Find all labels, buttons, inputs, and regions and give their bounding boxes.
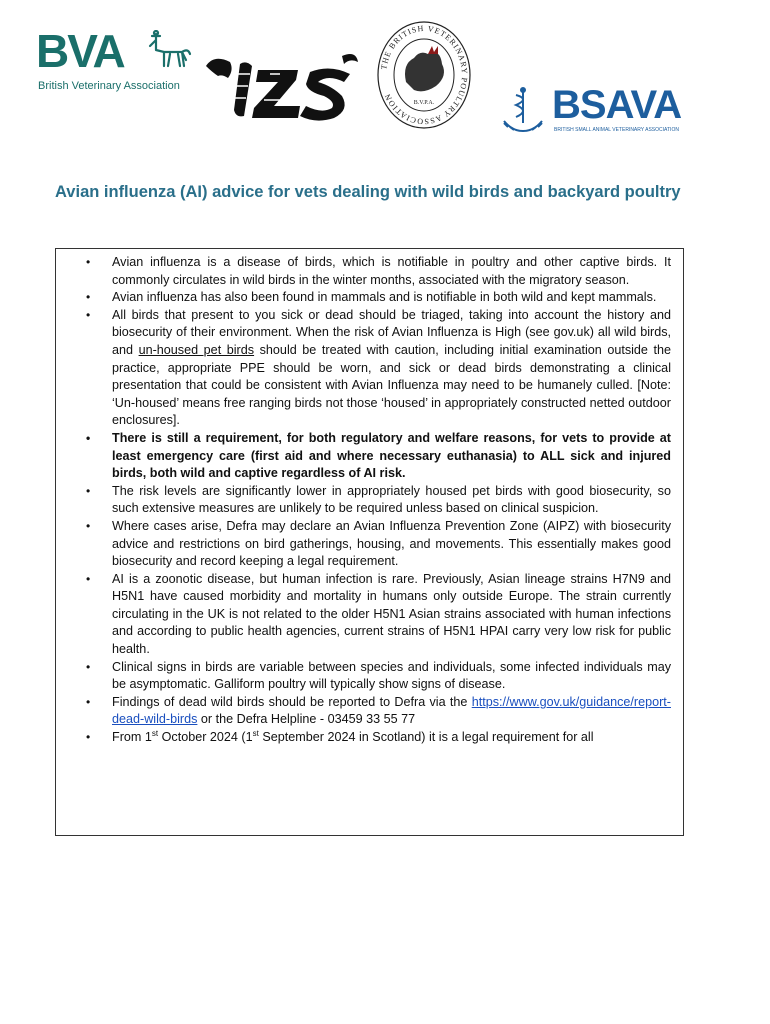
advice-list <box>56 249 683 747</box>
bva-logo-subtitle: British Veterinary Association <box>38 80 180 92</box>
item-text: October 2024 (1 <box>158 730 253 745</box>
list-item: • AI is a zoonotic disease, but human infection is rare. Previously, Asian lineage strains H7N9 and H5N1 have caused morbidity and mortality in humans only outside Europe. The strain currently circulating in the UK is not related to the older H5N1 Asian strains associated with human infections and according to public health agencies, current strains of H5N1 HPAI carry very low risk for public health. <box>56 571 671 659</box>
advice-box <box>55 248 684 836</box>
list-item: • Where cases arise, Defra may declare an Avian Influenza Prevention Zone (AIPZ) with biosecurity advice and restrictions on bird gatherings, housing, and movements. This essentially makes good biosecurity and record keeping a legal requirement. <box>56 518 671 571</box>
unhoused-pet-birds-underline: un-housed pet birds <box>138 342 255 357</box>
bva-logo <box>36 25 191 98</box>
bsava-logo-subtitle: BRITISH SMALL ANIMAL VETERINARY ASSOCIATION <box>554 127 679 133</box>
list-item: • The risk levels are significantly lower in appropriately housed pet birds with good biosecurity, so such extensive measures are unlikely to be required unless based on clinical suspicion. <box>56 483 671 518</box>
list-item: • Avian influenza is a disease of birds, which is notifiable in poultry and other captive birds. It commonly circulates in wild birds in the winter months, associated with the migratory season. <box>56 254 671 289</box>
item-text: Findings of dead wild birds should be reported to Defra via the <box>112 694 472 709</box>
list-item-emphasis: • There is still a requirement, for both regulatory and welfare reasons, for vets to provide at least emergency care (first aid and where necessary euthanasia) to ALL sick and injured birds, both wild and captive regardless of AI risk. <box>56 430 671 483</box>
report-dead-wild-birds-link[interactable]: https://www.gov.uk/guidance/report-dead-wild-birds <box>112 694 671 727</box>
item-text: All birds that present to you sick or dead should be triaged, taking into account the history and biosecurity of their environment. When the risk of Avian Influenza is High (see gov.uk) all wild birds, and <box>112 307 671 357</box>
list-item <box>56 307 671 430</box>
item-text: September 2024 in Scotland) it is a legal requirement for all <box>258 730 594 745</box>
cockerel-seal-icon <box>376 20 472 130</box>
bsava-logo-word: BSAVA <box>552 83 682 127</box>
zebra-icon <box>200 52 360 130</box>
document-title: Avian influenza (AI) advice for vets dealing with wild birds and backyard poultry <box>55 183 681 201</box>
caduceus-icon <box>500 87 546 137</box>
ordinal-suffix: st <box>151 728 159 738</box>
centaur-icon <box>142 30 192 76</box>
list-item <box>56 694 671 729</box>
bsava-logo <box>500 85 705 137</box>
item-text: From 1 <box>112 730 152 745</box>
list-item: • Avian influenza has also been found in mammals and is notifiable in both wild and kept mammals. <box>56 289 671 307</box>
logo-bar <box>0 0 770 150</box>
bvzs-logo <box>200 52 360 130</box>
list-item: • Clinical signs in birds are variable between species and individuals, some infected individuals may be asymptomatic. Galliform poultry will typically show signs of disease. <box>56 659 671 694</box>
list-item <box>56 729 671 747</box>
bva-logo-word: BVA <box>36 25 124 77</box>
ordinal-suffix: st <box>252 728 259 738</box>
item-text: or the Defra Helpline - 03459 33 55 77 <box>197 712 416 727</box>
bvpa-logo <box>376 20 472 130</box>
svg-text:B.V.P.A.: B.V.P.A. <box>413 100 435 106</box>
item-text: should be treated with caution, including initial examination outside the practice, appropriate PPE should be worn, and sick or dead birds demonstrating a clinical presentation that could be consistent with Avian Influenza may need to be humanely culled. [Note: ‘Un-housed’ means free ranging birds not those ‘housed’ in appropriately constructed netted outdoor enclosures]. <box>112 342 672 428</box>
svg-text:THE BRITISH VETERINARY POULTRY: THE BRITISH VETERINARY POULTRY ASSOCIATION <box>379 23 470 127</box>
